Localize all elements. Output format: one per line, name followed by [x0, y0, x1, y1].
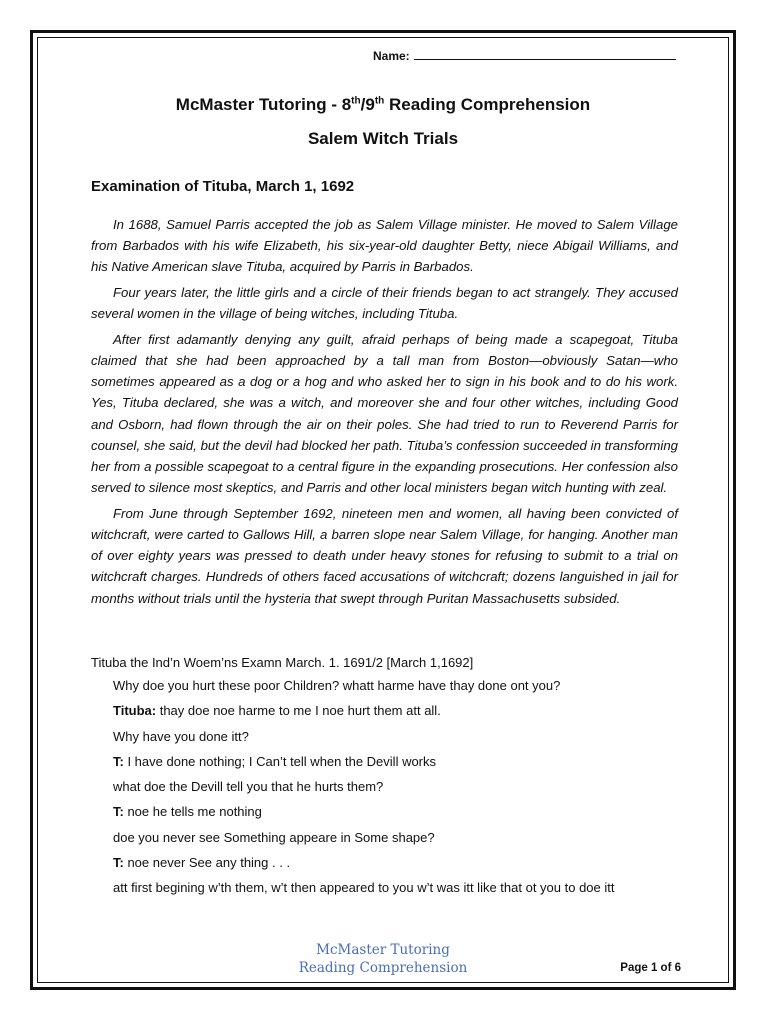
examination-transcript: [91, 655, 691, 905]
footer-line-2: Reading Comprehension: [298, 960, 468, 976]
footer-branding: [260, 941, 506, 977]
name-field: [373, 49, 676, 63]
intro-text: [91, 214, 678, 613]
page-subtitle: Salem Witch Trials: [307, 129, 459, 148]
footer-line-1: McMaster Tutoring: [316, 942, 450, 958]
transcript-line: Tituba: thay doe noe harme to me I noe hurt them att all.: [113, 703, 441, 719]
intro-paragraph: After first adamantly denying any guilt, afraid perhaps of being made a scapegoat, Tituba claimed that she had been approached by a tall man from Boston—obviously Satan—who sometimes appeared as a dog or a hog and who asked her to sign in his book and to do his work. Yes, Tituba declared, she was a witch, and moreover she and four other witches, including Good and Osborn, had flown through the air on their poles. She had tried to run to Reverend Parris for counsel, she said, but the devil had blocked her path. Tituba’s confession succeeded in transforming her from a possible scapegoat to a central figure in the expanding prosecutions. Her confession also served to silence most skeptics, and Parris and other local ministers began witch hunting with zeal.: [91, 331, 678, 496]
name-blank-line: [414, 49, 676, 60]
intro-paragraph: From June through September 1692, nineteen men and women, all having been convicted of witchcraft, were carted to Gallows Hill, a barren slope near Salem Village, for hanging. Another man of over eighty years was pressed to death under heavy stones for refusing to submit to a trial on witchcraft charges. Hundreds of others faced accusations of witchcraft; dozens languished in jail for months without trials until the hysteria that swept through Puritan Massachusetts subsided.: [91, 505, 678, 606]
name-label: Name:: [373, 49, 410, 63]
transcript-heading: Tituba the Ind’n Woem’ns Examn March. 1. 1691/2 [March 1,1692]: [91, 655, 474, 670]
transcript-line: T: noe he tells me nothing: [113, 804, 262, 820]
transcript-line: what doe the Devill tell you that he hurts them?: [113, 779, 384, 795]
transcript-line: doe you never see Something appeare in Some shape?: [113, 829, 435, 845]
page-number: Page 1 of 6: [620, 962, 681, 974]
transcript-line: Why have you done itt?: [113, 728, 249, 744]
section-heading: Examination of Tituba, March 1, 1692: [91, 178, 355, 195]
transcript-line: T: I have done nothing; I Can’t tell when the Devill works: [113, 753, 437, 769]
transcript-line: att first begining w’th them, w’t then appeared to you w’t was itt like that ot you to doe itt: [113, 880, 615, 896]
intro-paragraph: Four years later, the little girls and a circle of their friends began to act strangely. They accused several women in the village of being witches, including Tituba.: [91, 285, 678, 322]
transcript-line: Why doe you hurt these poor Children? whatt harme have thay done ont you?: [113, 678, 561, 693]
intro-paragraph: In 1688, Samuel Parris accepted the job as Salem Village minister. He moved to Salem Village from Barbados with his wife Elizabeth, his six-year-old daughter Betty, niece Abigail Williams, and his Native American slave Tituba, acquired by Parris in Barbados.: [91, 217, 678, 275]
page-title: McMaster Tutoring - 8th/9th Reading Comprehension: [175, 95, 591, 114]
transcript-line: T: noe never See any thing . . .: [113, 855, 291, 871]
